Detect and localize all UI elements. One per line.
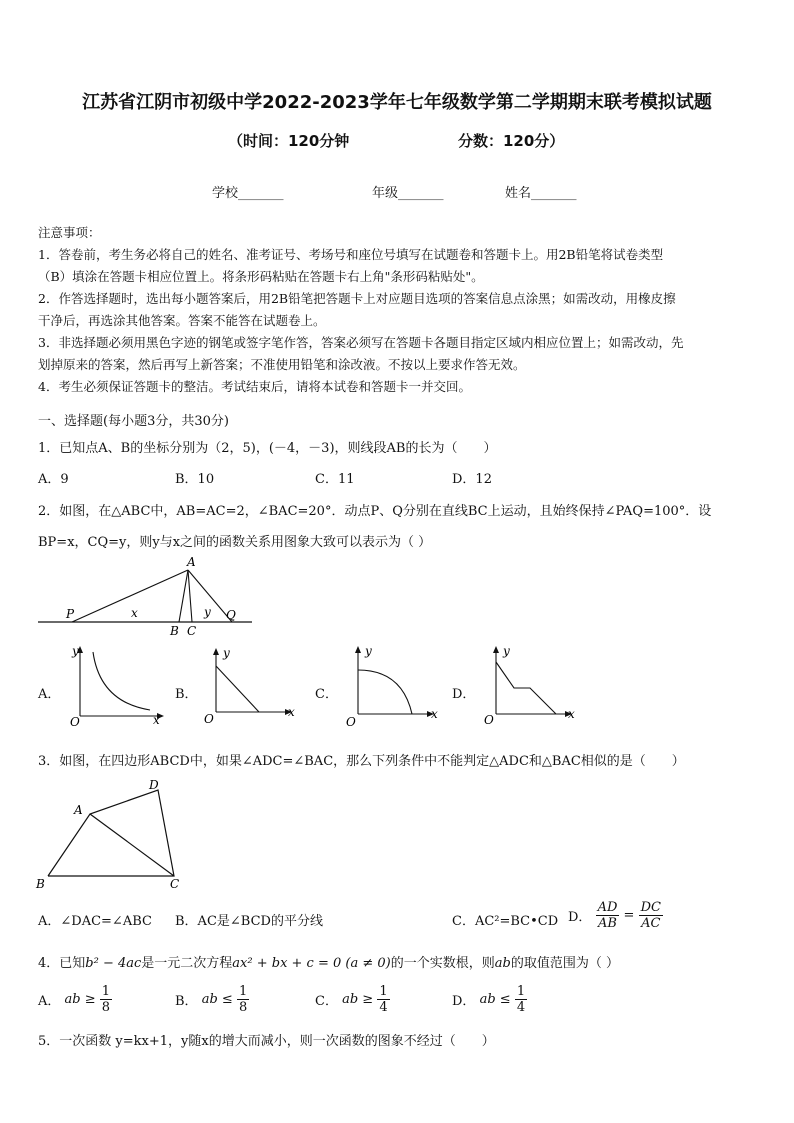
fraction-one-eighth bbox=[237, 984, 249, 1015]
note-line: 4．考生必须保证答题卡的整洁。考试结束后，请将本试卷和答题卡一并交回。 bbox=[38, 379, 471, 394]
question-3-stem: 3．如图，在四边形ABCD中，如果∠ADC=∠BAC，那么下列条件中不能判定△ADC和△BAC相似的是（ ） bbox=[38, 754, 685, 769]
origin-label: O bbox=[484, 713, 494, 727]
q1-option-a: A．9 bbox=[38, 472, 69, 487]
relation: ab ≤ bbox=[201, 992, 233, 1007]
relation: ab ≤ bbox=[479, 992, 511, 1007]
time-info: （时间：120分钟 bbox=[228, 132, 350, 150]
note-line: （B）填涂在答题卡相应位置上。将条形码粘贴在答题卡右上角"条形码粘贴处"。 bbox=[38, 269, 484, 284]
origin-label: O bbox=[70, 715, 80, 728]
expression: ab bbox=[494, 956, 511, 971]
point-b-label: B bbox=[170, 624, 179, 638]
q2-option-a: A． bbox=[38, 687, 61, 702]
section-heading: 一、选择题(每小题3分，共30分) bbox=[38, 414, 229, 429]
point-a-label: A bbox=[74, 803, 83, 817]
option-label: A． bbox=[38, 994, 61, 1009]
axis-y-label: y bbox=[503, 644, 510, 658]
question-5-stem: 5．一次函数 y=kx+1，y随x的增大而减小，则一次函数的图象不经过（ ） bbox=[38, 1034, 495, 1049]
denominator: 8 bbox=[101, 1000, 111, 1015]
numerator: DC bbox=[640, 900, 661, 915]
point-c-label: C bbox=[170, 877, 180, 891]
q2-graph-d bbox=[476, 642, 586, 728]
note-line: 3．非选择题必须用黑色字迹的钢笔或签字笔作答，答案必须写在答题卡各题目指定区域内相应位置上；如需改动，先 bbox=[38, 335, 684, 350]
question-4-stem bbox=[38, 952, 619, 971]
q3-option-d bbox=[568, 900, 663, 931]
relation: ab ≥ bbox=[342, 992, 374, 1007]
question-2-stem-line2: BP=x，CQ=y，则y与x之间的函数关系用图象大致可以表示为（ ） bbox=[38, 535, 432, 550]
denominator: AC bbox=[641, 916, 661, 931]
stem-text: 的一个实数根，则 bbox=[390, 956, 495, 971]
q3-option-b: B．AC是∠BCD的平分线 bbox=[175, 914, 323, 929]
point-b-label: B bbox=[36, 877, 45, 891]
x-label: x bbox=[131, 606, 138, 620]
numerator: 1 bbox=[101, 984, 111, 999]
denominator: 4 bbox=[379, 1000, 388, 1015]
axis-x-label: x bbox=[288, 705, 295, 719]
q1-option-d: D．12 bbox=[452, 472, 492, 487]
grade-blank: 年级_______ bbox=[372, 186, 444, 201]
option-d-label: D． bbox=[568, 910, 592, 925]
axis-y-label: y bbox=[72, 644, 79, 658]
notes bbox=[38, 222, 758, 398]
notes-heading: 注意事项： bbox=[38, 225, 101, 240]
fraction-ad-ab bbox=[596, 900, 620, 931]
fraction-dc-ac bbox=[639, 900, 663, 931]
q4-option-d bbox=[452, 984, 527, 1015]
q2-option-c: C． bbox=[315, 687, 338, 702]
numerator: 1 bbox=[516, 984, 526, 999]
stem-text: 4．已知 bbox=[38, 956, 86, 971]
page-title: 江苏省江阴市初级中学2022-2023学年七年级数学第二学期期末联考模拟试题 bbox=[82, 92, 712, 113]
y-label: y bbox=[204, 605, 211, 619]
point-q-label: Q bbox=[226, 608, 236, 622]
q2-triangle-figure bbox=[36, 556, 256, 640]
q2-graph-a bbox=[60, 642, 170, 728]
name-blank: 姓名_______ bbox=[505, 186, 577, 201]
point-d-label: D bbox=[149, 778, 159, 792]
numerator: 1 bbox=[238, 984, 248, 999]
relation: ab ≥ bbox=[64, 992, 96, 1007]
point-c-label: C bbox=[187, 624, 197, 638]
fraction-one-quarter bbox=[515, 984, 527, 1015]
note-line: 2．作答选择题时，选出每小题答案后，用2B铅笔把答题卡上对应题目选项的答案信息点涂黑；如需改动，用橡皮擦 bbox=[38, 291, 676, 306]
q2-option-d: D． bbox=[452, 687, 476, 702]
equals-sign: = bbox=[623, 908, 635, 923]
axis-x-label: x bbox=[568, 707, 575, 721]
q2-graph-b bbox=[196, 642, 306, 728]
q1-option-c: C．11 bbox=[315, 472, 355, 487]
q3-quadrilateral-figure bbox=[34, 776, 194, 892]
axis-y-label: y bbox=[365, 644, 372, 658]
score-info: 分数：120分） bbox=[458, 132, 565, 150]
option-label: B． bbox=[175, 994, 198, 1009]
axis-x-label: x bbox=[431, 707, 438, 721]
q1-option-b: B．10 bbox=[175, 472, 215, 487]
fraction-one-quarter bbox=[377, 984, 389, 1015]
equation: ax² + bx + c = 0 (a ≠ 0) bbox=[232, 956, 391, 971]
numerator: AD bbox=[597, 900, 618, 915]
axis-x-label: x bbox=[153, 713, 160, 727]
school-blank: 学校_______ bbox=[212, 186, 284, 201]
option-label: C． bbox=[315, 994, 338, 1009]
q3-option-a: A．∠DAC=∠ABC bbox=[38, 914, 152, 929]
origin-label: O bbox=[346, 715, 356, 728]
point-a-label: A bbox=[187, 556, 196, 569]
stem-text: 的取值范围为（ ） bbox=[510, 956, 619, 971]
q2-graph-c bbox=[336, 642, 446, 728]
denominator: 8 bbox=[238, 1000, 248, 1015]
expression: b² − 4ac bbox=[85, 956, 142, 971]
point-p-label: P bbox=[66, 607, 75, 621]
origin-label: O bbox=[204, 712, 214, 726]
stem-text: 是一元二次方程 bbox=[141, 956, 233, 971]
q2-option-b: B． bbox=[175, 687, 198, 702]
question-2-stem-line1: 2．如图，在△ABC中，AB=AC=2，∠BAC=20°．动点P、Q分别在直线BC上运动，且始终保持∠PAQ=100°．设 bbox=[38, 504, 712, 519]
note-line: 1．答卷前，考生务必将自己的姓名、准考证号、考场号和座位号填写在试题卷和答题卡上。用2B铅笔将试卷类型 bbox=[38, 247, 664, 262]
denominator: 4 bbox=[516, 1000, 526, 1015]
q4-option-b bbox=[175, 984, 249, 1015]
question-1-stem: 1．已知点A、B的坐标分别为（2，5)，(－4，－3)，则线段AB的长为（ ） bbox=[38, 441, 497, 456]
q4-option-c bbox=[315, 984, 390, 1015]
fraction-one-eighth bbox=[100, 984, 112, 1015]
axis-y-label: y bbox=[223, 646, 230, 660]
denominator: AB bbox=[598, 916, 617, 931]
note-line: 划掉原来的答案，然后再写上新答案；不准使用铅笔和涂改液。不按以上要求作答无效。 bbox=[38, 357, 526, 372]
q3-option-c: C．AC²=BC•CD bbox=[452, 914, 559, 929]
q4-option-a bbox=[38, 984, 112, 1015]
numerator: 1 bbox=[379, 984, 388, 999]
option-label: D． bbox=[452, 994, 476, 1009]
note-line: 干净后，再选涂其他答案。答案不能答在试题卷上。 bbox=[38, 313, 326, 328]
